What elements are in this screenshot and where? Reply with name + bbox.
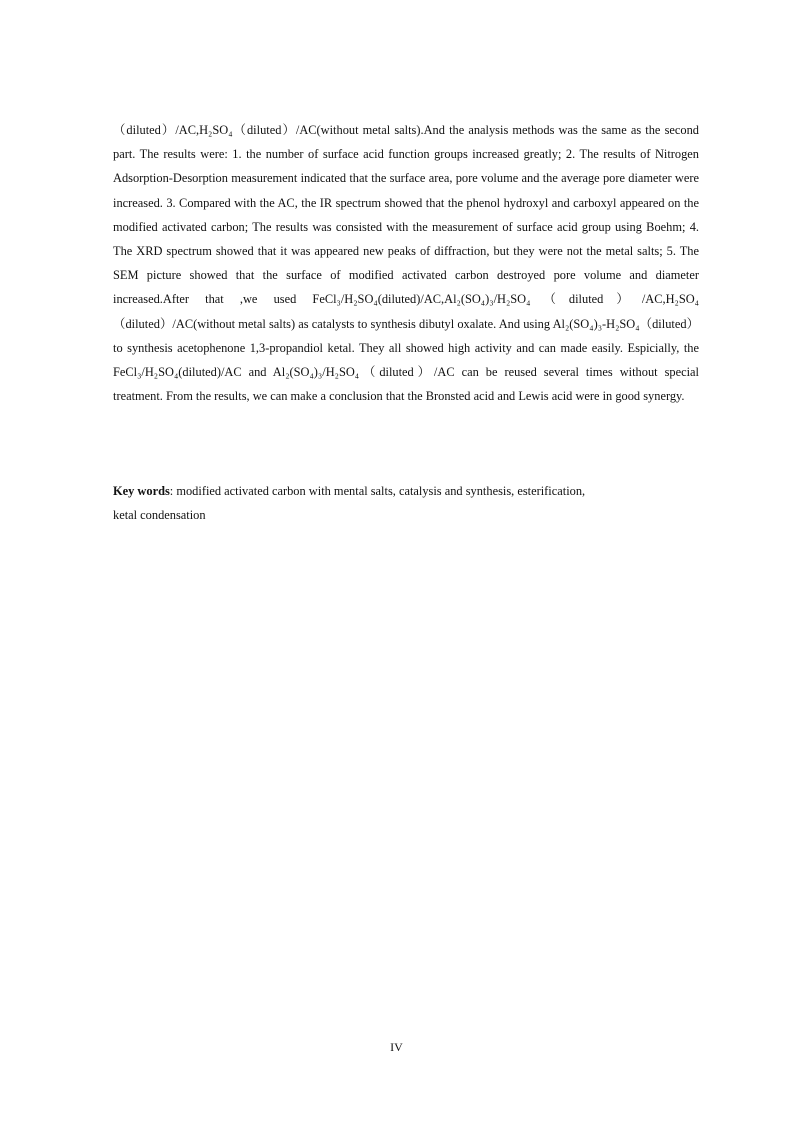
abstract-paragraph: （diluted）/AC,H₂SO₄（diluted）/AC(without metal salts).And the analysis methods was the same as the second part. The results were: 1. the number of surface acid function groups increased greatly; 2. The results of Nitrogen Adsorption-Desorption measurement indicated that the surface area, pore volume and the average pore diameter were increased. 3. Compared with the AC, the IR spectrum showed that the phenol hydroxyl and carboxyl appeared on the modified activated carbon; The results was consisted with the measurement of surface acid group using Boehm; 4. The XRD spectrum showed that it was appeared new peaks of diffraction, but they were not the metal salts; 5. The SEM picture showed that the surface of modified activated carbon destroyed pore volume and diameter increased.After that ,we used FeCl₃/H₂SO₄(diluted)/AC,Al₂(SO₄)₃/H₂SO₄（diluted）/AC,H₂SO₄（diluted）/AC(without metal salts) as catalysts to synthesis dibutyl oxalate. And using Al₂(SO₄)₃-H₂SO₄（diluted）to synthesis acetophenone 1,3-propandiol ketal. They all showed high activity and can made easily. Espicially, the FeCl₃/H₂SO₄(diluted)/AC and Al₂(SO₄)₃/H₂SO₄（diluted）/AC can be reused several times without special treatment. From the results, we can make a conclusion that the Bronsted acid and Lewis acid were in good synergy.	[113, 123, 699, 404]
keywords-separator: :	[169, 484, 177, 498]
keywords-line-2: ketal condensation	[113, 508, 206, 522]
page-number: IV	[390, 1040, 403, 1054]
keywords-line-1: modified activated carbon with mental salts, catalysis and synthesis, esterification,	[176, 484, 586, 498]
keywords-label: Key words	[113, 484, 170, 498]
keywords-block	[113, 479, 699, 527]
